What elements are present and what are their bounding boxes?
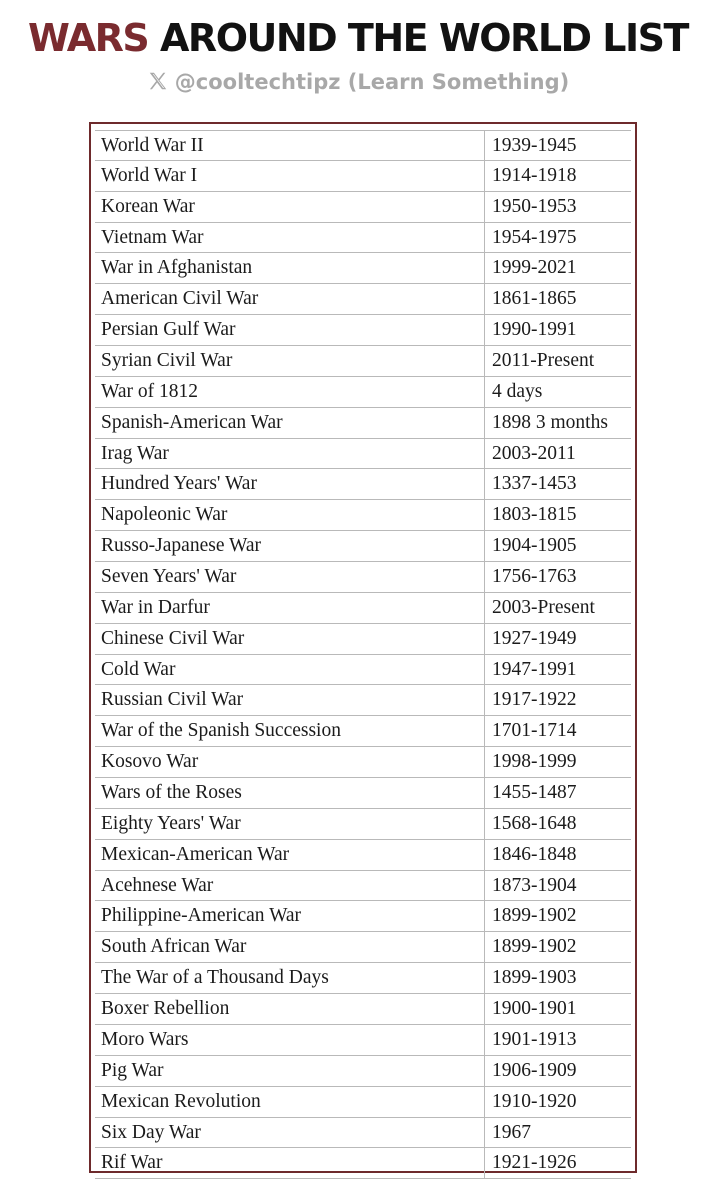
table-row: [95, 840, 631, 871]
war-name-cell: World War II: [95, 131, 485, 160]
war-years-cell: 1455-1487: [492, 782, 577, 804]
table-row: [95, 963, 631, 994]
table-row: [95, 469, 631, 500]
war-years-cell: 1900-1901: [492, 998, 577, 1020]
war-name-cell: Spanish-American War: [95, 408, 485, 438]
war-years-cell: 1898 3 months: [492, 411, 608, 433]
war-years-cell: 2003-2011: [492, 442, 576, 464]
table-row: [95, 932, 631, 963]
war-name-cell: War in Darfur: [95, 593, 485, 623]
war-name-cell: Philippine-American War: [95, 901, 485, 931]
war-years-cell: 1999-2021: [492, 257, 577, 279]
table-row: [95, 284, 631, 315]
war-name-cell: Korean War: [95, 192, 485, 222]
war-years-cell: 4 days: [492, 380, 543, 402]
table-row: [95, 161, 631, 192]
x-logo-icon: [147, 70, 169, 92]
title-rest: AROUND THE WORLD LIST: [148, 16, 688, 60]
title-accent-word: WARS: [28, 16, 149, 60]
table-row: [95, 716, 631, 747]
war-name-cell: Syrian Civil War: [95, 346, 485, 376]
table-row: [95, 1056, 631, 1087]
war-name-cell: Mexican-American War: [95, 840, 485, 870]
war-years-cell: 1967: [492, 1121, 531, 1143]
table-row: [95, 994, 631, 1025]
attribution: [0, 68, 716, 96]
war-years-cell: 1701-1714: [492, 720, 577, 742]
table-row: [95, 377, 631, 408]
war-name-cell: War of 1812: [95, 377, 485, 407]
table-row: [95, 562, 631, 593]
war-years-cell: 1568-1648: [492, 812, 577, 834]
table-row: [95, 408, 631, 439]
war-years-cell: 1917-1922: [492, 689, 577, 711]
war-years-cell: 1906-1909: [492, 1059, 577, 1081]
table-row: [95, 1148, 631, 1179]
page-header: [0, 14, 716, 96]
table-row: [95, 346, 631, 377]
war-years-cell: 2011-Present: [492, 350, 595, 372]
war-name-cell: Eighty Years' War: [95, 809, 485, 839]
war-name-cell: Hundred Years' War: [95, 469, 485, 499]
war-name-cell: Six Day War: [95, 1118, 485, 1148]
war-name-cell: War of the Spanish Succession: [95, 716, 485, 746]
war-name-cell: World War I: [95, 161, 485, 191]
war-name-cell: Napoleonic War: [95, 500, 485, 530]
war-name-cell: Rif War: [95, 1148, 485, 1178]
wars-table-grid: [95, 130, 631, 1179]
war-years-cell: 1947-1991: [492, 658, 577, 680]
table-row: [95, 747, 631, 778]
war-years-cell: 1950-1953: [492, 195, 577, 217]
war-name-cell: Russian Civil War: [95, 685, 485, 715]
war-name-cell: Moro Wars: [95, 1025, 485, 1055]
war-years-cell: 1337-1453: [492, 473, 577, 495]
war-years-cell: 1927-1949: [492, 627, 577, 649]
war-years-cell: 1861-1865: [492, 288, 577, 310]
war-name-cell: Pig War: [95, 1056, 485, 1086]
war-name-cell: War in Afghanistan: [95, 253, 485, 283]
war-name-cell: Chinese Civil War: [95, 624, 485, 654]
war-years-cell: 1914-1918: [492, 164, 577, 186]
war-years-cell: 1803-1815: [492, 504, 577, 526]
war-years-cell: 1904-1905: [492, 535, 577, 557]
table-row: [95, 439, 631, 470]
table-row: [95, 871, 631, 902]
war-name-cell: Vietnam War: [95, 223, 485, 253]
table-row: [95, 500, 631, 531]
table-row: [95, 809, 631, 840]
war-years-cell: 1990-1991: [492, 319, 577, 341]
table-row: [95, 901, 631, 932]
table-row: [95, 130, 631, 161]
table-row: [95, 315, 631, 346]
wars-table: [89, 122, 637, 1173]
table-row: [95, 531, 631, 562]
war-years-cell: 1846-1848: [492, 843, 577, 865]
table-row: [95, 253, 631, 284]
war-years-cell: 1910-1920: [492, 1090, 577, 1112]
war-name-cell: Russo-Japanese War: [95, 531, 485, 561]
war-years-cell: 1899-1902: [492, 936, 577, 958]
table-row: [95, 685, 631, 716]
war-name-cell: Boxer Rebellion: [95, 994, 485, 1024]
table-row: [95, 223, 631, 254]
attribution-handle: @cooltechtipz (Learn Something): [174, 70, 570, 94]
war-name-cell: Persian Gulf War: [95, 315, 485, 345]
war-name-cell: South African War: [95, 932, 485, 962]
war-years-cell: 1899-1903: [492, 967, 577, 989]
war-years-cell: 1899-1902: [492, 905, 577, 927]
war-name-cell: Seven Years' War: [95, 562, 485, 592]
war-years-cell: 1756-1763: [492, 566, 577, 588]
war-years-cell: 1873-1904: [492, 874, 577, 896]
war-years-cell: 1939-1945: [492, 135, 577, 156]
table-row: [95, 1087, 631, 1118]
war-name-cell: Mexican Revolution: [95, 1087, 485, 1117]
table-row: [95, 655, 631, 686]
table-row: [95, 1118, 631, 1149]
war-years-cell: 1998-1999: [492, 751, 577, 773]
war-years-cell: 1901-1913: [492, 1028, 577, 1050]
war-name-cell: Wars of the Roses: [95, 778, 485, 808]
table-row: [95, 778, 631, 809]
table-row: [95, 593, 631, 624]
war-name-cell: Kosovo War: [95, 747, 485, 777]
table-row: [95, 192, 631, 223]
war-years-cell: 2003-Present: [492, 596, 595, 618]
war-name-cell: Cold War: [95, 655, 485, 685]
table-row: [95, 624, 631, 655]
war-years-cell: 1954-1975: [492, 226, 577, 248]
page-title: [0, 14, 716, 62]
war-name-cell: The War of a Thousand Days: [95, 963, 485, 993]
war-name-cell: American Civil War: [95, 284, 485, 314]
war-years-cell: 1921-1926: [492, 1152, 577, 1174]
table-row: [95, 1025, 631, 1056]
war-name-cell: Irag War: [95, 439, 485, 469]
war-name-cell: Acehnese War: [95, 871, 485, 901]
